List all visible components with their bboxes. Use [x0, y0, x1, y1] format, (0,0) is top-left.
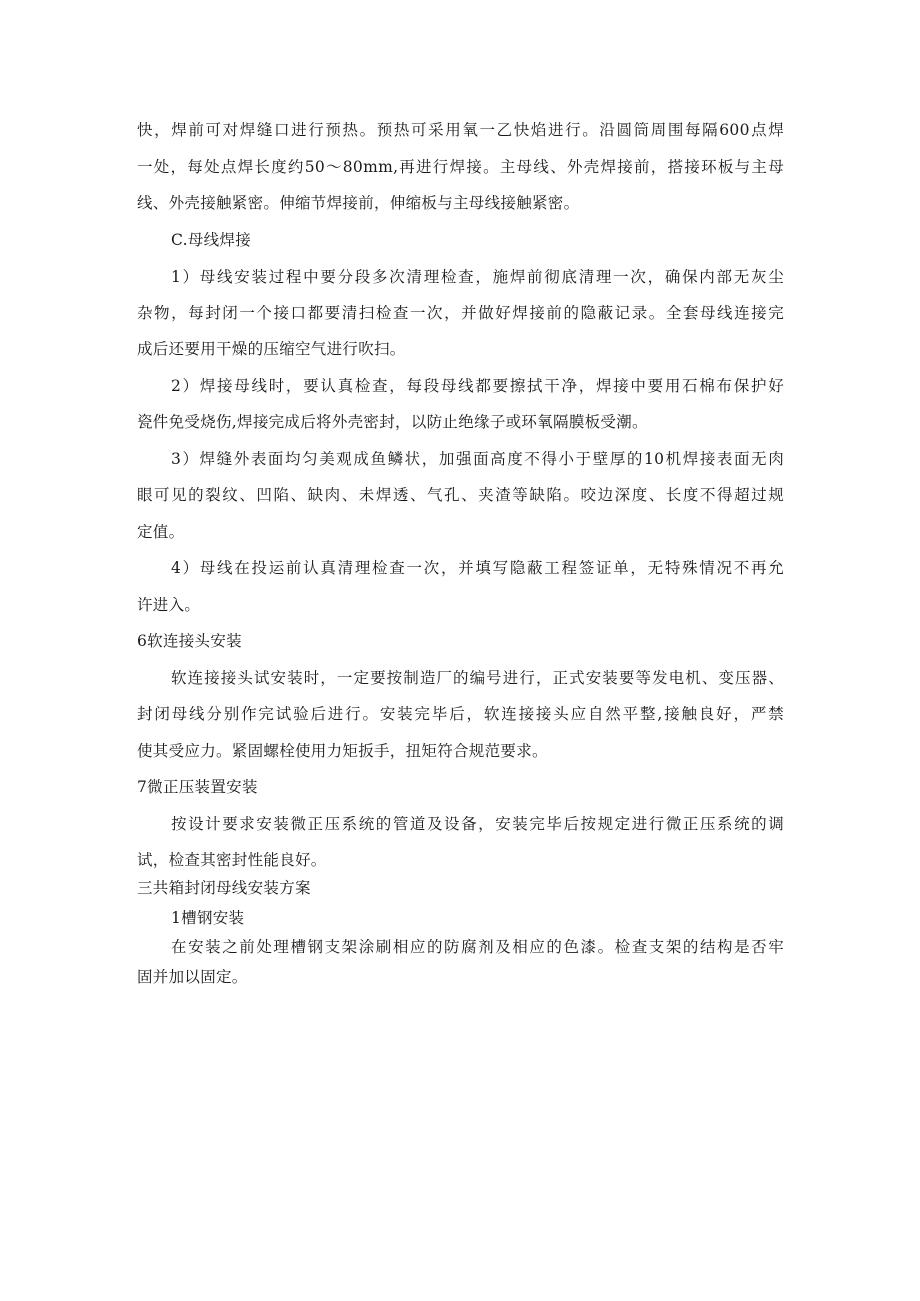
subsection-heading: C.母线焊接	[171, 231, 252, 249]
text-line: 封闭母线分别作完试验后进行。安装完毕后，软连接接头应自然平整,接触良好，严禁	[137, 705, 784, 723]
text-line: 瓷件免受烧伤,焊接完成后将外壳密封，以防止绝缘子或环氧隔膜板受潮。	[137, 413, 648, 431]
text-line: 软连接接头试安装时，一定要按制造厂的编号进行，正式安装要等发电机、变压器、	[171, 669, 784, 687]
text-line: 许进入。	[137, 596, 201, 614]
text-line: 线、外壳接触紧密。伸缩节焊接前，伸缩板与主母线接触紧密。	[137, 194, 580, 212]
text-line: 使其受应力。紧固螺栓使用力矩扳手，扭矩符合规范要求。	[137, 742, 548, 760]
text-line: 试，检查其密封性能良好。	[137, 851, 327, 869]
text-line: 成后还要用干燥的压缩空气进行吹扫。	[137, 340, 406, 358]
text-line: 定值。	[137, 523, 185, 541]
section-heading: 7微正压装置安装	[137, 778, 258, 796]
text-line: 2）焊接母线时，要认真检查，每段母线都要擦拭干净，焊接中要用石棉布保护好	[171, 377, 784, 395]
text-line: 快，焊前可对焊缝口进行预热。预热可采用氧一乙快焰进行。沿圆筒周围每隔600点焊	[137, 121, 784, 139]
text-line: 在安装之前处理槽钢支架涂刷相应的防腐剂及相应的色漆。检查支架的结构是否牢	[171, 938, 784, 956]
text-line: 杂物，每封闭一个接口都要清扫检查一次，并做好焊接前的隐蔽记录。全套母线连接完	[137, 304, 784, 322]
text-line: 一处，每处点焊长度约50～80mm,再进行焊接。主母线、外壳焊接前，搭接环板与主母	[137, 158, 784, 176]
text-line: 固并加以固定。	[137, 968, 248, 986]
text-line: 1）母线安装过程中要分段多次清理检查，施焊前彻底清理一次，确保内部无灰尘	[171, 268, 784, 286]
text-line: 4）母线在投运前认真清理检查一次，并填写隐蔽工程签证单，无特殊情况不再允	[171, 559, 784, 577]
chapter-heading: 三共箱封闭母线安装方案	[137, 879, 311, 897]
section-heading: 6软连接头安装	[137, 632, 242, 650]
text-line: 3）焊缝外表面均匀美观成鱼鳞状，加强面高度不得小于壁厚的10机焊接表面无肉	[171, 450, 784, 468]
text-line: 眼可见的裂纹、凹陷、缺肉、未焊透、气孔、夹渣等缺陷。咬边深度、长度不得超过规	[137, 486, 784, 504]
text-line: 按设计要求安装微正压系统的管道及设备，安装完毕后按规定进行微正压系统的调	[171, 815, 784, 833]
section-heading: 1槽钢安装	[171, 909, 245, 927]
